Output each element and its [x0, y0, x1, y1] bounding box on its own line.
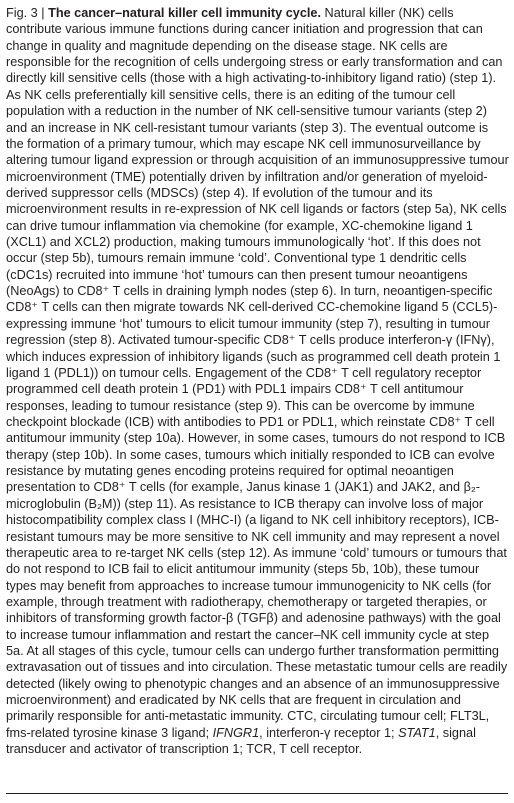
- figure-title: The cancer–natural killer cell immunity cycle.: [48, 6, 321, 20]
- abbr-ifngr1-definition: , interferon-γ receptor 1;: [259, 725, 399, 740]
- gene-name-stat1: STAT1: [398, 725, 436, 740]
- abbr-stat1-definition: , signal transducer and activator of transcription 1; TCR, T cell receptor.: [6, 725, 476, 757]
- label-separator: |: [41, 6, 45, 20]
- gene-name-ifngr1: IFNGR1: [212, 725, 260, 740]
- figure-label: Fig. 3: [6, 6, 38, 20]
- figure-caption-block: [6, 5, 509, 758]
- figure-caption: [6, 5, 509, 758]
- caption-body: Natural killer (NK) cells contribute various immune functions during cancer initiation and progression that can change in quality and magnitude depending on the disease stage. NK cells are responsible for the recognition of cells undergoing stress or early transformation and can directly kill sensitive cells (those with a high activating-to-inhibitory ligand ratio) (step 1). As NK cells preferentially kill sensitive cells, there is an editing of the tumour cell population with a reduction in the number of NK cell-sensitive tumour variants (step 2) and an increase in NK cell-resistant tumour variants (step 3). The eventual outcome is the formation of a primary tumour, which may escape NK cell immunosurveillance by altering tumour ligand expression or through acquisition of an immunosuppressive tumour microenvironment (TME) potentially driven by infiltration and/or generation of myeloid-derived suppressor cells (MDSCs) (step 4). If evolution of the tumour and its microenvironment results in re-expression of NK cell ligands or factors (step 5a), NK cells can drive tumour inflammation via chemokine (for example, XC-chemokine ligand 1 (XCL1) and XCL2) production, making tumours immunologically ‘hot’. If this does not occur (step 5b), tumours remain immune ‘cold’. Conventional type 1 dendritic cells (cDC1s) recruited into immune ‘hot’ tumours can then present tumour neoantigens (NeoAgs) to CD8⁺ T cells in draining lymph nodes (step 6). In turn, neoantigen-specific CD8⁺ T cells can then migrate towards NK cell-derived CC-chemokine ligand 5 (CCL5)-expressing immune ‘hot’ tumours to elicit tumour immunity (step 7), resulting in tumour regression (step 8). Activated tumour-specific CD8⁺ T cells produce interferon-γ (IFNγ), which induces expression of inhibitory ligands (such as programmed cell death protein 1 ligand 1 (PDL1)) on tumour cells. Engagement of the CD8⁺ T cell regulatory receptor programmed cell death protein 1 (PD1) with PDL1 impairs CD8⁺ T cell antitumour responses, leading to tumour resistance (step 9). This can be overcome by immune checkpoint blockade (ICB) with antibodies to PD1 or PDL1, which reinstate CD8⁺ T cell antitumour immunity (step 10a). However, in some cases, tumours do not respond to ICB therapy (step 10b). In some cases, tumours which initially responded to ICB can evolve resistance by mutating genes encoding proteins required for optimal neoantigen presentation to CD8⁺ T cells (for example, Janus kinase 1 (JAK1) and JAK2, and β₂-microglobulin (B₂M)) (step 11). As resistance to ICB therapy can involve loss of major histocompatibility complex class I (MHC-I) (a ligand to NK cell inhibitory receptors), ICB-resistant tumours may be more sensitive to NK cell immunity and may represent a novel therapeutic area to re-target NK cells (step 12). As immune ‘cold’ tumours or tumours that do not respond to ICB fail to elicit antitumour immunity (steps 5b, 10b), these tumour types may benefit from approaches to increase tumour immunogenicity to NK cells (for example, through treatment with radiotherapy, chemotherapy or targeted therapies, or inhibitors of transforming growth factor-β (TGFβ) and adenosine pathways) with the goal to increase tumour inflammation and restart the cancer–NK cell immunity cycle at step 5a. At all stages of this cycle, tumour cells can undergo further transformation permitting extravasation out of tissues and into circulation. These metastatic tumour cells are readily detected (likely owing to phenotypic changes and an absence of an immunosuppressive microenvironment) and eradicated by NK cells that are frequent in circulation and primarily responsible for anti-metastatic immunity. CTC, circulating tumour cell; FLT3L, fms-related tyrosine kinase 3 ligand;: [6, 6, 509, 740]
- bottom-rule-divider: [6, 793, 508, 794]
